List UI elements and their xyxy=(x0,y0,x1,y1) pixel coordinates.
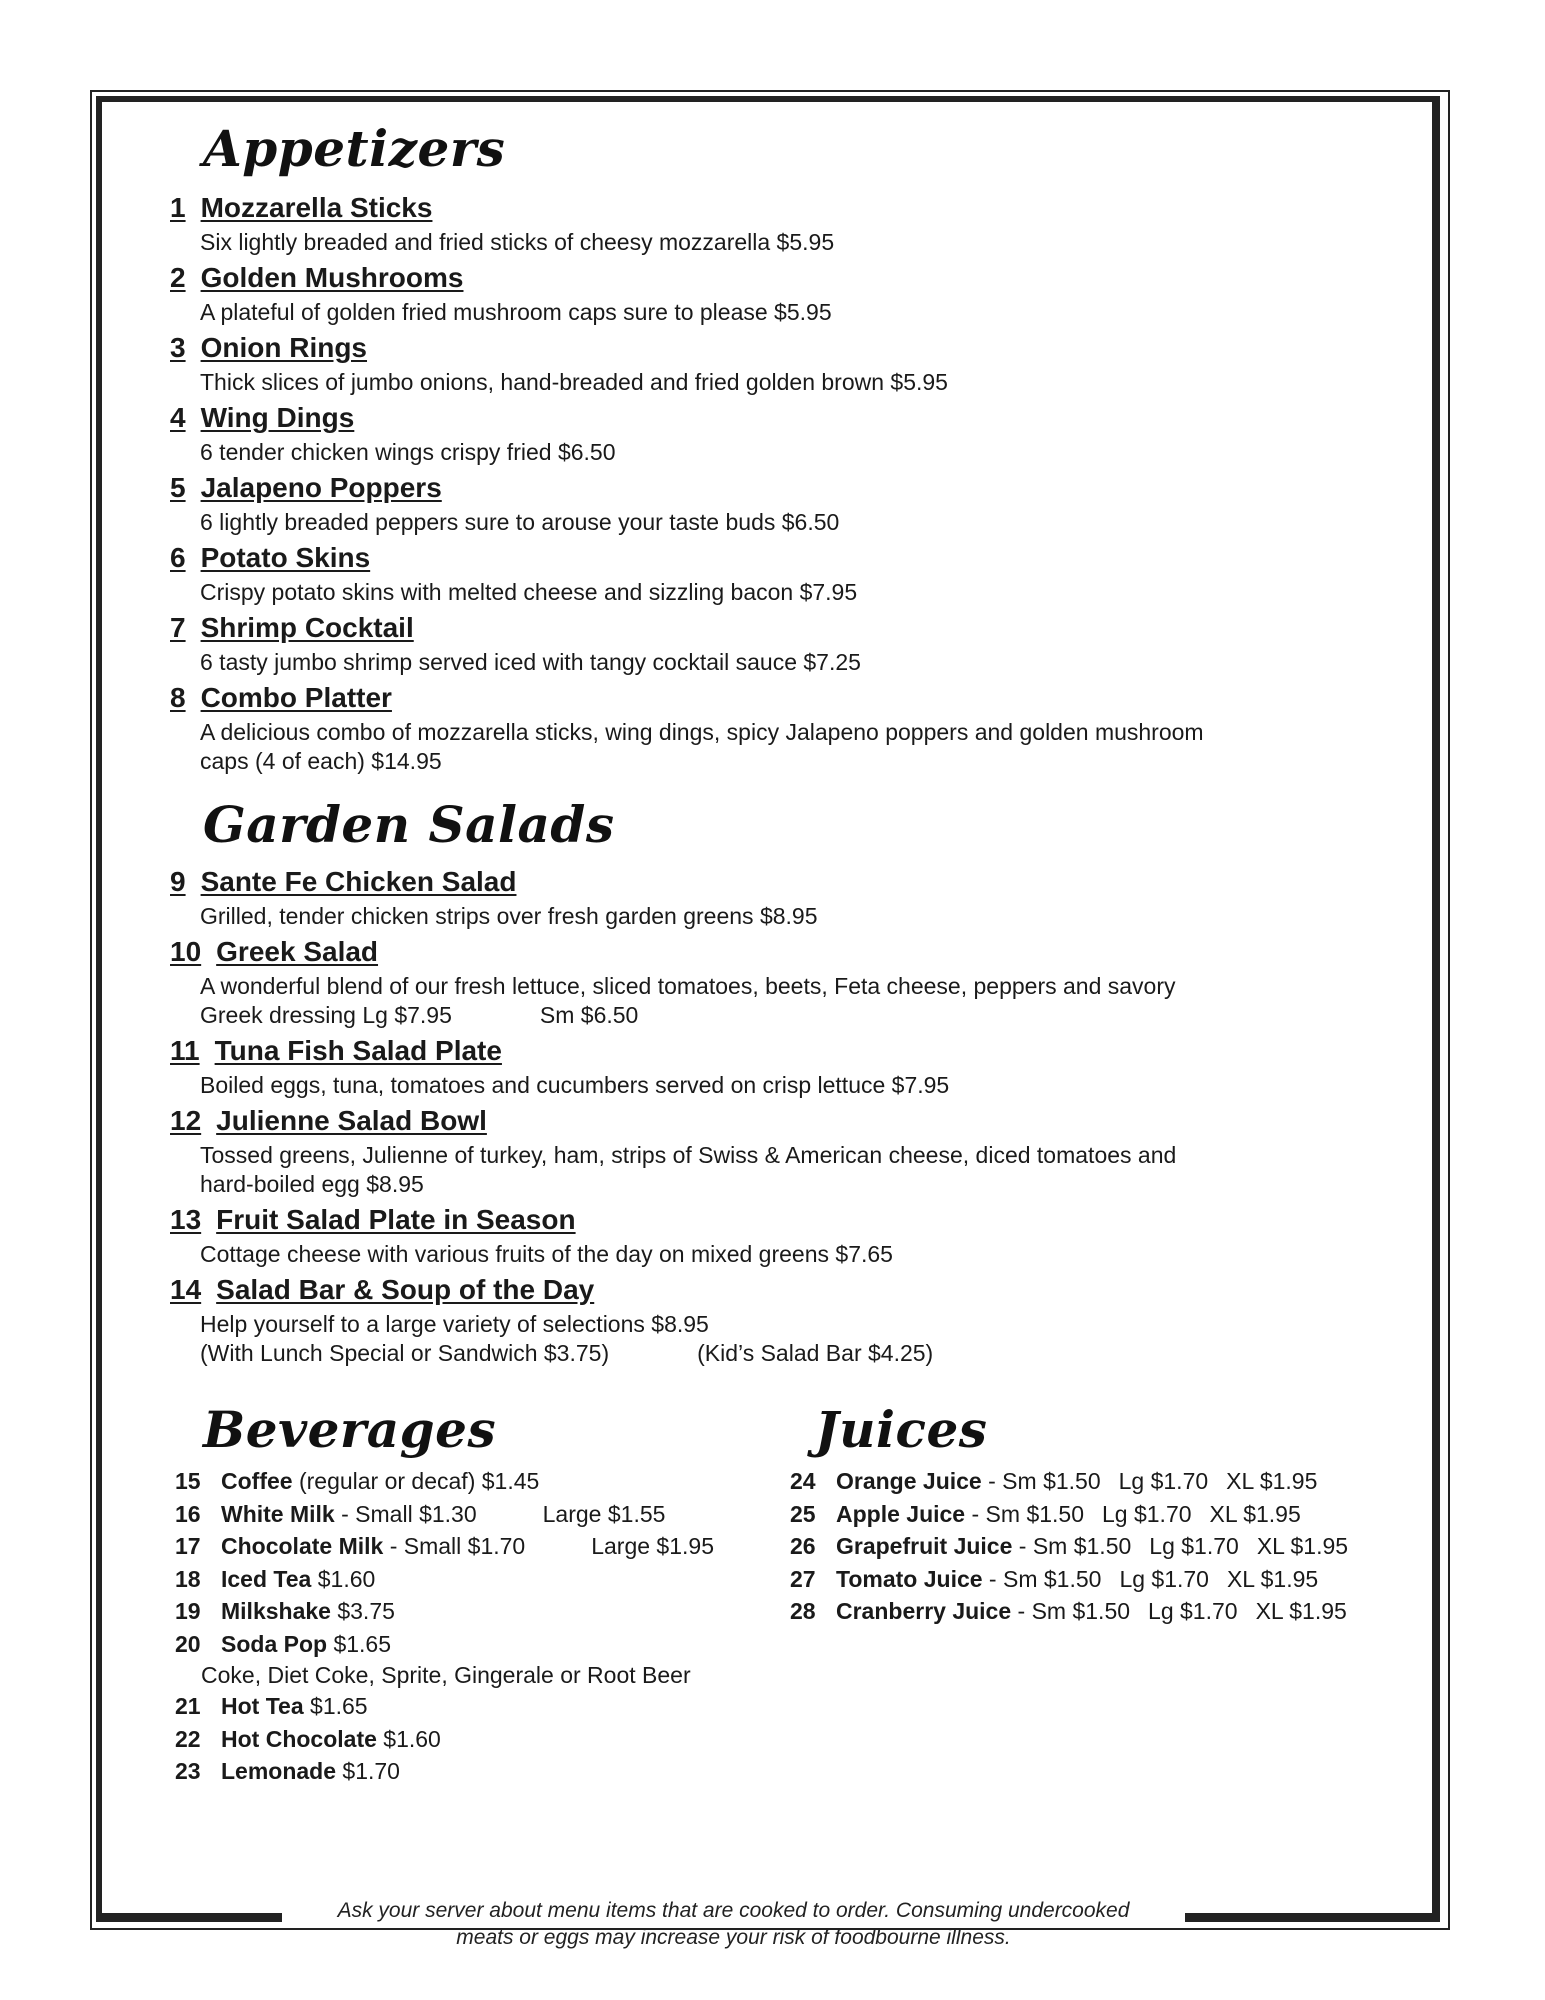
item-description: Tossed greens, Julienne of turkey, ham, strips of Swiss & American cheese, diced tomatoes and hard-boiled egg $8.95 xyxy=(200,1142,1177,1197)
frame-bottom-left-thin xyxy=(90,1928,282,1930)
menu-item xyxy=(170,538,1320,608)
garden-salads-heading: Garden Salads xyxy=(203,795,615,854)
menu-item xyxy=(170,1270,1320,1369)
item-number: 10 xyxy=(170,936,202,967)
menu-item xyxy=(170,1031,1320,1101)
item-description: Help yourself to a large variety of selections $8.95 (With Lunch Special or Sandwich $3.75) (Kid’s Salad Bar $4.25) xyxy=(200,1311,934,1366)
item-description: A delicious combo of mozzarella sticks, wing dings, spicy Jalapeno poppers and golden mushroom caps (4 of each) $14.95 xyxy=(200,719,1204,774)
juice-item: 25 Apple Juice - Sm $1.50 Lg $1.70 XL $1.95 xyxy=(790,1500,1301,1527)
item-number: 12 xyxy=(170,1105,202,1136)
beverage-item: 21 Hot Tea $1.65 xyxy=(175,1693,368,1719)
item-name: Mozzarella Sticks xyxy=(200,192,433,223)
item-name: Combo Platter xyxy=(200,682,392,713)
item-name: Onion Rings xyxy=(200,332,368,363)
menu-item xyxy=(170,398,1320,468)
salads-list xyxy=(170,862,1320,1369)
beverage-item: 15 Coffee (regular or decaf) $1.45 xyxy=(175,1468,540,1494)
menu-item xyxy=(170,1200,1320,1270)
frame-bottom-right xyxy=(1185,1913,1440,1922)
beverages-list xyxy=(175,1465,775,1788)
juices-list xyxy=(790,1465,1440,1628)
menu-item xyxy=(170,932,1320,1031)
item-description: A wonderful blend of our fresh lettuce, sliced tomatoes, beets, Feta cheese, peppers and savory Greek dressing Lg $7.95 Sm $6.50 xyxy=(200,973,1176,1028)
beverage-name: White Milk xyxy=(221,1500,335,1527)
beverage-item: 17 Chocolate Milk - Small $1.70 Large $1.95 xyxy=(175,1533,714,1559)
item-description: Grilled, tender chicken strips over fresh garden greens $8.95 xyxy=(200,903,818,929)
beverage-item: 18 Iced Tea $1.60 xyxy=(175,1565,376,1592)
item-description: 6 tender chicken wings crispy fried $6.50 xyxy=(200,439,616,465)
item-number: 1 xyxy=(170,192,186,223)
beverage-item: 16 White Milk - Small $1.30 Large $1.55 xyxy=(175,1500,666,1527)
item-number: 6 xyxy=(170,542,186,573)
beverage-item: 20 Soda Pop $1.65 Coke, Diet Coke, Sprite, Gingerale or Root Beer xyxy=(175,1628,775,1691)
item-description: 6 tasty jumbo shrimp served iced with tangy cocktail sauce $7.25 xyxy=(200,649,861,675)
appetizers-heading: Appetizers xyxy=(203,119,506,178)
item-name: Greek Salad xyxy=(216,936,379,967)
beverage-name: Iced Tea xyxy=(221,1565,312,1592)
juice-name: Apple Juice xyxy=(836,1500,966,1527)
item-number: 5 xyxy=(170,472,186,503)
item-name: Julienne Salad Bowl xyxy=(216,1105,487,1136)
item-number: 14 xyxy=(170,1274,202,1305)
menu-item xyxy=(170,468,1320,538)
juice-name: Tomato Juice xyxy=(836,1565,983,1592)
juice-name: Orange Juice xyxy=(836,1468,982,1494)
beverage-name: Coffee xyxy=(221,1468,293,1494)
beverage-name: Milkshake xyxy=(221,1598,331,1624)
item-number: 13 xyxy=(170,1204,202,1235)
item-name: Sante Fe Chicken Salad xyxy=(200,866,517,897)
beverage-item: 22 Hot Chocolate $1.60 xyxy=(175,1725,441,1752)
item-description: Six lightly breaded and fried sticks of cheesy mozzarella $5.95 xyxy=(200,229,835,255)
item-name: Potato Skins xyxy=(200,542,371,573)
item-description: A plateful of golden fried mushroom caps sure to please $5.95 xyxy=(200,299,832,325)
menu-item xyxy=(170,258,1320,328)
beverage-name: Soda Pop xyxy=(221,1630,328,1657)
frame-bottom-right-thin xyxy=(1185,1928,1450,1930)
beverage-name: Hot Chocolate xyxy=(221,1725,377,1752)
beverage-name: Hot Tea xyxy=(221,1693,304,1719)
item-name: Fruit Salad Plate in Season xyxy=(216,1204,576,1235)
item-number: 9 xyxy=(170,866,186,897)
soda-options: Coke, Diet Coke, Sprite, Gingerale or Root Beer xyxy=(201,1662,691,1688)
item-description: Cottage cheese with various fruits of the day on mixed greens $7.65 xyxy=(200,1241,893,1267)
item-description: Crispy potato skins with melted cheese and sizzling bacon $7.95 xyxy=(200,579,858,605)
item-name: Tuna Fish Salad Plate xyxy=(214,1035,502,1066)
menu-item xyxy=(170,608,1320,678)
item-number: 11 xyxy=(170,1035,200,1066)
item-number: 2 xyxy=(170,262,186,293)
juice-item: 26 Grapefruit Juice - Sm $1.50 Lg $1.70 XL $1.95 xyxy=(790,1533,1349,1559)
item-description: 6 lightly breaded peppers sure to arouse your taste buds $6.50 xyxy=(200,509,840,535)
juice-name: Grapefruit Juice xyxy=(836,1533,1013,1559)
juice-item: 28 Cranberry Juice - Sm $1.50 Lg $1.70 XL $1.95 xyxy=(790,1598,1347,1624)
menu-item xyxy=(170,328,1320,398)
item-name: Salad Bar & Soup of the Day xyxy=(216,1274,595,1305)
item-description: Boiled eggs, tuna, tomatoes and cucumbers served on crisp lettuce $7.95 xyxy=(200,1072,950,1098)
item-number: 8 xyxy=(170,682,186,713)
item-name: Shrimp Cocktail xyxy=(200,612,414,643)
beverages-heading: Beverages xyxy=(203,1400,497,1459)
juice-name: Cranberry Juice xyxy=(836,1598,1012,1624)
beverage-item: 19 Milkshake $3.75 xyxy=(175,1598,395,1624)
menu-item xyxy=(170,188,1320,258)
item-number: 4 xyxy=(170,402,186,433)
menu-item xyxy=(170,1101,1320,1200)
menu-item xyxy=(170,678,1320,777)
beverage-name: Lemonade xyxy=(221,1758,337,1784)
juice-item: 27 Tomato Juice - Sm $1.50 Lg $1.70 XL $1.95 xyxy=(790,1565,1319,1592)
appetizers-list xyxy=(170,188,1320,777)
juice-item: 24 Orange Juice - Sm $1.50 Lg $1.70 XL $1.95 xyxy=(790,1468,1318,1494)
item-number: 7 xyxy=(170,612,186,643)
item-number: 3 xyxy=(170,332,186,363)
beverage-item: 23 Lemonade $1.70 xyxy=(175,1758,400,1784)
item-description: Thick slices of jumbo onions, hand-breaded and fried golden brown $5.95 xyxy=(200,369,948,395)
food-safety-note: Ask your server about menu items that are cooked to order. Consuming undercooked meats or eggs may increase your risk of foodbourne illness. xyxy=(337,1899,1130,1949)
item-name: Wing Dings xyxy=(200,402,355,433)
beverage-name: Chocolate Milk xyxy=(221,1533,384,1559)
menu-item xyxy=(170,862,1320,932)
item-name: Jalapeno Poppers xyxy=(200,472,442,503)
frame-bottom-left xyxy=(96,1913,282,1922)
item-name: Golden Mushrooms xyxy=(200,262,464,293)
juices-heading: Juices xyxy=(815,1400,988,1459)
